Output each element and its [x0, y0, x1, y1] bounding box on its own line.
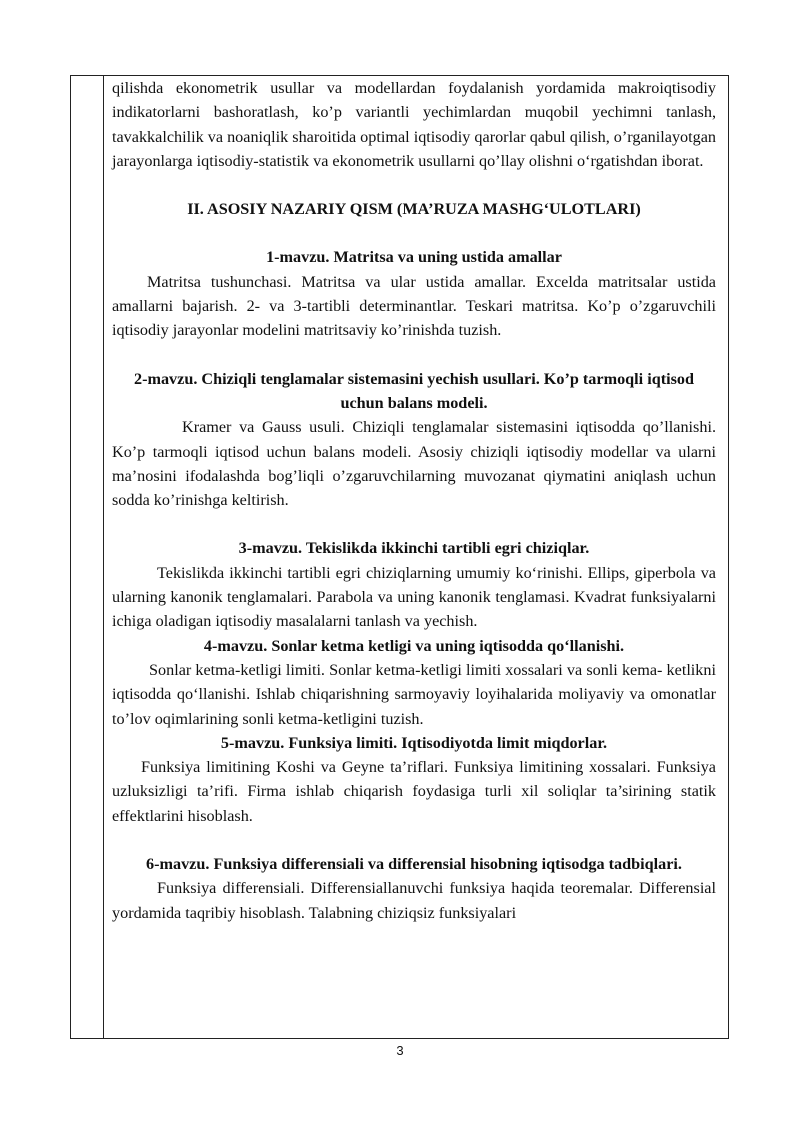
topic-1-title: 1-mavzu. Matritsa va uning ustida amallar — [266, 248, 562, 267]
page-number: 3 — [396, 1043, 404, 1058]
section-title: II. ASOSIY NAZARIY QISM (MA’RUZA MASHG‘ULOTLARI) — [187, 200, 641, 219]
intro-paragraph: qilishda ekonometrik usullar va modellardan foydalanish yordamida makroiqtisodiy indikatorlarni bashoratlash, ko’p variantli yechimlardan muqobil yechimni tanlash, tavakkalchilik va noaniqlik sharoitida optimal iqtisodiy qarorlar qabul qilish, o’rganilayotgan jarayonlarga iqtisodiy-statistik va ekonometrik usullarni qo’llay olishni o‘rgatishdan iborat. — [112, 79, 716, 170]
topic-2-body: Kramer va Gauss usuli. Chiziqli tenglamalar sistemasini iqtisodda qo’llanishi. Ko’p tarmoqli iqtisod uchun balans modeli. Asosiy chiziqli iqtisodiy modellar va ularni ma’nosini ifodalashda bog’liqli o’zgaruvchilarning muvozanat qiymatini aniqlash uchun sodda ko’rinishga keltirish. — [112, 418, 716, 510]
topic-4-title: 4-mavzu. Sonlar ketma ketligi va uning iqtisodda qo‘llanishi. — [203, 636, 625, 655]
topic-1-body: Matritsa tushunchasi. Matritsa va ular ustida amallar. Excelda matritsalar ustida amallarni bajarish. 2- va 3-tartibli determinantlar. Teskari matritsa. Ko’p o’zgaruvchili iqtisodiy jarayonlar modelini matritsaviy ko’rinishda tuzish. — [112, 272, 716, 340]
topic-3-body: Tekislikda ikkinchi tartibli egri chiziqlarning umumiy ko‘rinishi. Ellips, giperbola va ularning kanonik tenglamalari. Parabola va uning kanonik tenglamasi. Kvadrat funksiyalarni ichiga oladigan iqtisodiy masalalarni tanlash va yechish. — [112, 563, 716, 631]
document-body — [112, 76, 716, 925]
column-separator — [103, 75, 104, 1039]
topic-4-body: Sonlar ketma-ketligi limiti. Sonlar ketma-ketligi limiti xossalari va sonli kema- ketlikni iqtisodda qo‘llanishi. Ishlab chiqarishning sarmoyaviy loyihalarida moliyaviy va omonatlar to’lov oqimlarining sonli ketma-ketligini tuzish. — [112, 660, 716, 728]
topic-5-title: 5-mavzu. Funksiya limiti. Iqtisodiyotda limit miqdorlar. — [220, 733, 608, 752]
topic-5-body: Funksiya limitining Koshi va Geyne ta’riflari. Funksiya limitining xossalari. Funksiya uzluksizligi ta’rifi. Firma ishlab chiqarish foydasiga turli xil soliqlar ta’sirining statik effektlarini hisoblash. — [112, 758, 716, 825]
topic-2-title: 2-mavzu. Chiziqli tenglamalar sistemasini yechish usullari. Ko’p tarmoqli iqtisod uchun balans modeli. — [133, 369, 694, 412]
topic-3-title: 3-mavzu. Tekislikda ikkinchi tartibli egri chiziqlar. — [238, 539, 590, 558]
topic-6-body: Funksiya differensiali. Differensiallanuvchi funksiya haqida teoremalar. Differensial yordamida taqribiy hisoblash. Talabning chiziqsiz funksiyalari — [112, 879, 716, 922]
topic-6-title: 6-mavzu. Funksiya differensiali va differensial hisobning iqtisodga tadbiqlari. — [146, 855, 682, 874]
